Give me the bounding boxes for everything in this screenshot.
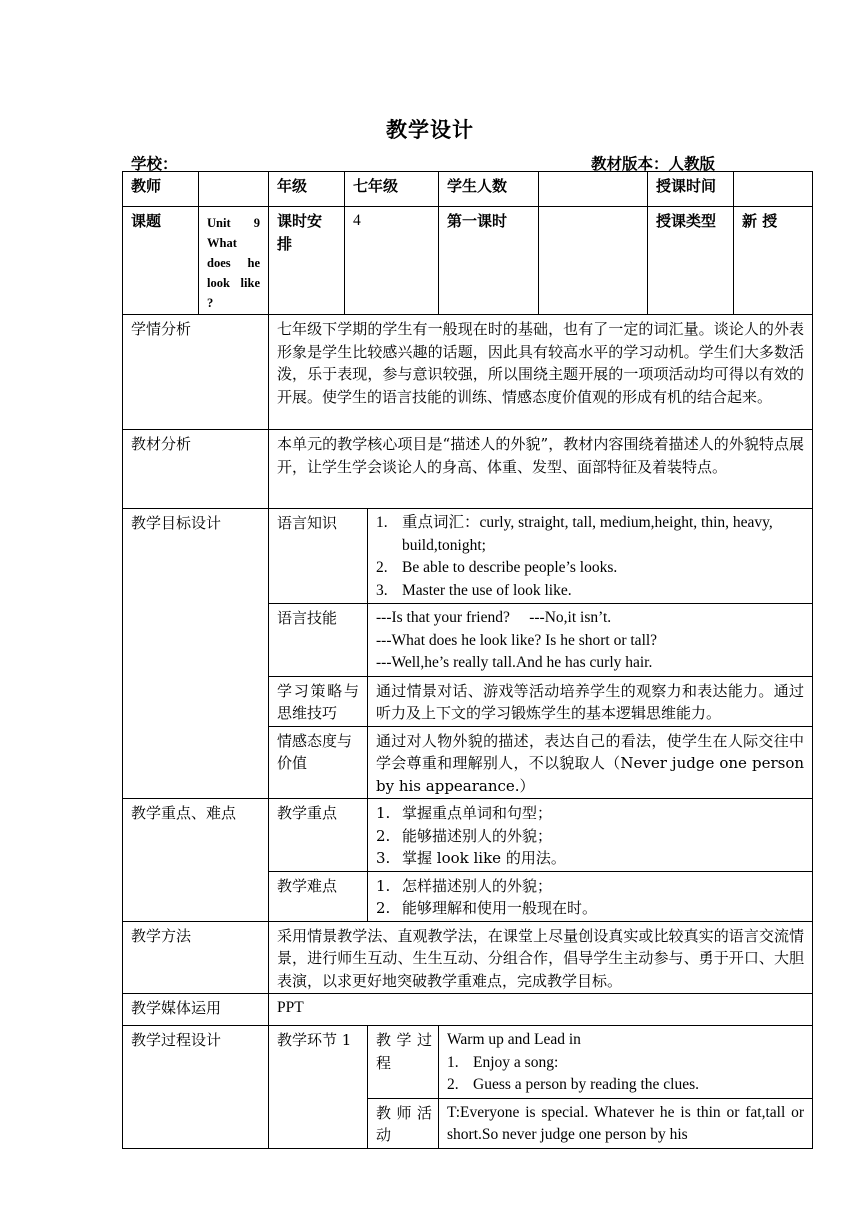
grade-value: 七年级 [345,172,439,207]
learner-analysis-row [123,315,813,430]
time-value [734,172,813,207]
dialogue-line: ---What does he look like? Is he short or tall? [376,631,658,649]
grade-label: 年级 [269,172,345,207]
method-row [123,921,813,994]
objectives-knowledge-row [123,509,813,604]
students-label: 学生人数 [439,172,539,207]
teacher-activity-label: 教 师 活 动 [368,1098,439,1148]
teacher-activity-text: T:Everyone is special. Whatever he is thin or fat,tall or short.So never judge one person by his [439,1098,813,1148]
lesson-plan-table [122,171,813,1149]
knowledge-item: 3. Master the use of look like. [376,581,572,599]
difficulty-item: 1. 怎样描述别人的外貌； [376,876,553,895]
media-value: PPT [269,994,813,1026]
process-title: Warm up and Lead in [447,1031,581,1048]
process-design-label: 教学过程设计 [123,1026,269,1149]
lesson-spacer [539,207,648,315]
focus-label: 教学重点 [269,799,368,872]
focus-item: 3. 掌握 look like 的用法。 [376,849,566,867]
knowledge-label: 语言知识 [269,509,368,604]
dialogue-line: ---Well,he’s really tall.And he has curly hair. [376,654,653,671]
lesson-number: 第一课时 [439,207,539,315]
textbook-edition: 教材版本：人教版 [591,154,716,173]
type-value: 新 授 [734,207,813,315]
knowledge-item: 2. Be able to describe people’s looks. [376,559,618,576]
info-row-2 [123,207,813,315]
focus-item: 2. 能够描述别人的外貌； [376,826,553,845]
learner-analysis-label: 学情分析 [123,315,269,430]
skills-dialogue [368,604,813,677]
process-label: 教 学 过 程 [368,1026,439,1099]
difficulty-item: 2. 能够理解和使用一般现在时。 [376,899,598,917]
strategy-text: 通过情景对话、游戏等活动培养学生的观察力和表达能力。通过听力及上下文的学习锻炼学生的基本逻辑思维能力。 [368,676,813,726]
process-item: 1. Enjoy a song: [447,1053,559,1071]
material-analysis-row [123,430,813,509]
process-item: 2. Guess a person by reading the clues. [447,1076,699,1093]
schedule-value: 4 [345,207,439,315]
schedule-label: 课时安排 [269,207,345,315]
stage-label: 教学环节 1 [269,1026,368,1149]
school-field: 学校： [131,154,178,173]
media-label: 教学媒体运用 [123,994,269,1026]
objectives-label: 教学目标设计 [123,509,269,799]
process-row [123,1026,813,1099]
strategy-label: 学习策略与思维技巧 [269,676,368,726]
method-text: 采用情景教学法、直观教学法，在课堂上尽量创设真实或比较真实的语言交流情景，进行师生互动、生生互动、分组合作，倡导学生主动参与、勇于开口、大胆表演，以求更好地突破教学重难点，完成教学目标。 [269,921,813,994]
material-analysis-label: 教材分析 [123,430,269,509]
dialogue-line: ---Is that your friend? ---No,it isn’t. [376,609,612,626]
learner-analysis-text: 七年级下学期的学生有一般现在时的基础，也有了一定的词汇量。谈论人的外表形象是学生比较感兴趣的话题，因此具有较高水平的学习动机。学生们大多数活泼，乐于表现，参与意识较强，所以围绕主题开展的一项项活动均可得以有效的开展。使学生的语言技能的训练、情感态度价值观的形成有机的结合起来。 [269,315,813,430]
difficulty-label: 教学难点 [269,871,368,921]
focus-item: 1. 掌握重点单词和句型； [376,804,553,822]
time-label: 授课时间 [648,172,734,207]
type-label: 授课类型 [648,207,734,315]
focus-list [368,799,813,872]
attitude-text: 通过对人物外貌的描述，表达自己的看法，使学生在人际交往中学会尊重和理解别人，不以貌取人（Never judge one person by his appearance.） [368,726,813,799]
media-row [123,994,813,1026]
process-content [439,1026,813,1099]
topic-value: Unit 9 What does he look like ? [199,207,269,315]
attitude-label: 情感态度与价值 [269,726,368,799]
method-label: 教学方法 [123,921,269,994]
knowledge-item: 1. 重点词汇：curly, straight, tall, medium,height, thin, heavy, build,tonight; [376,514,773,554]
topic-label: 课题 [123,207,199,315]
material-analysis-text: 本单元的教学核心项目是“描述人的外貌”，教材内容围绕着描述人的外貌特点展开，让学生学会谈论人的身高、体重、发型、面部特征及着装特点。 [269,430,813,509]
difficulty-list [368,871,813,921]
page-title: 教学设计 [386,117,474,142]
keypoints-label: 教学重点、难点 [123,799,269,922]
students-value [539,172,648,207]
skills-label: 语言技能 [269,604,368,677]
info-row-1 [123,172,813,207]
teacher-value [199,172,269,207]
teacher-label: 教师 [123,172,199,207]
focus-row [123,799,813,872]
knowledge-list [368,509,813,604]
